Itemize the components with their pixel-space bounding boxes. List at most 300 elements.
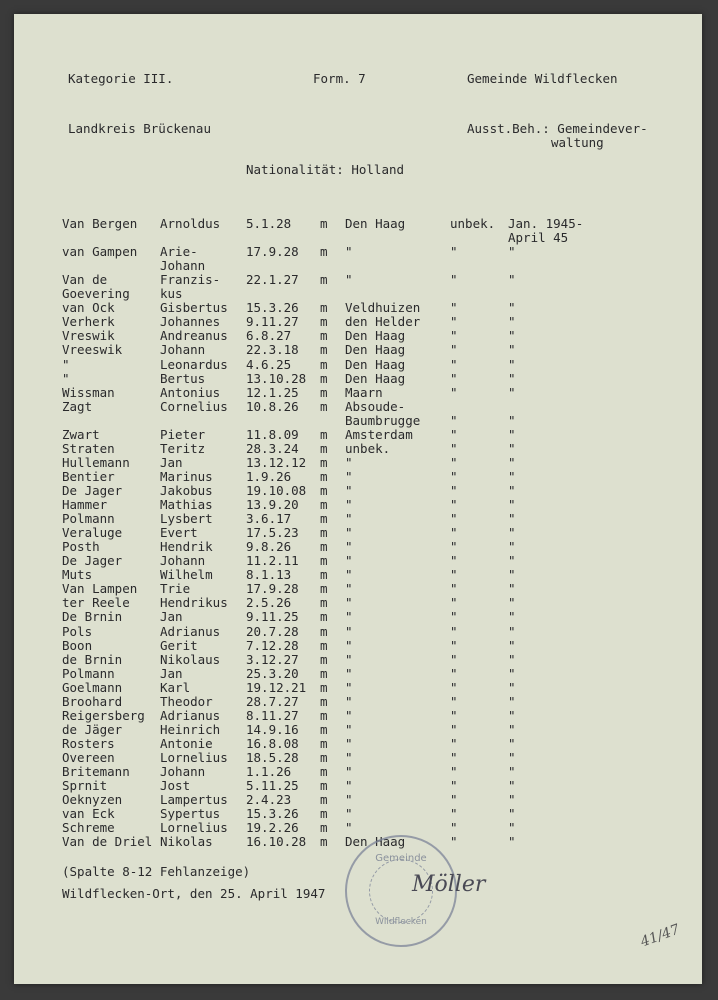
cell-vorname: Andreanus bbox=[160, 328, 228, 344]
cell-ort: Den Haag bbox=[345, 216, 406, 231]
cell-sex: m bbox=[320, 820, 328, 836]
cell-vorname: Mathias bbox=[160, 497, 213, 512]
cell-datum: 25.3.20 bbox=[246, 665, 299, 681]
cell-name: Pols bbox=[62, 623, 93, 639]
cell-zeit: April 45 bbox=[508, 230, 569, 246]
cell-vorname: Karl bbox=[160, 679, 191, 695]
cell-sex: m bbox=[320, 834, 328, 850]
cell-vorname: Trie bbox=[160, 581, 191, 597]
cell-extra: " bbox=[450, 384, 458, 400]
cell-extra: " bbox=[450, 272, 458, 288]
landkreis-label: Landkreis Brückenau bbox=[68, 121, 211, 136]
cell-datum: 20.7.28 bbox=[246, 623, 299, 639]
cell-zeit: " bbox=[508, 651, 516, 667]
cell-zeit: " bbox=[508, 707, 516, 723]
cell-extra: " bbox=[450, 609, 458, 625]
cell-ort: Amsterdam bbox=[345, 426, 413, 442]
cell-ort: Den Haag bbox=[345, 356, 406, 372]
cell-name: Hammer bbox=[62, 497, 108, 512]
cell-name: Goevering bbox=[62, 286, 130, 302]
cell-datum: 15.3.26 bbox=[246, 300, 299, 316]
cell-datum: 11.2.11 bbox=[246, 553, 299, 569]
cell-zeit: " bbox=[508, 497, 516, 512]
cell-datum: 28.3.24 bbox=[246, 440, 299, 456]
cell-datum: 28.7.27 bbox=[246, 693, 299, 709]
cell-name: Reigersberg bbox=[62, 707, 145, 723]
cell-datum: 9.8.26 bbox=[246, 539, 292, 555]
cell-ort: " bbox=[345, 567, 353, 583]
cell-extra: " bbox=[450, 497, 458, 512]
cell-zeit: " bbox=[508, 356, 516, 372]
cell-extra: " bbox=[450, 665, 458, 681]
signature: Möller bbox=[412, 872, 486, 897]
cell-ort: unbek. bbox=[345, 440, 391, 456]
form-label: Form. 7 bbox=[313, 71, 366, 86]
cell-datum: 18.5.28 bbox=[246, 749, 299, 765]
cell-sex: m bbox=[320, 764, 328, 779]
cell-name: Rosters bbox=[62, 735, 115, 751]
cell-extra: " bbox=[450, 370, 458, 386]
cell-vorname: Arie- bbox=[160, 244, 198, 260]
cell-vorname: Pieter bbox=[160, 426, 206, 442]
cell-extra: " bbox=[450, 314, 458, 330]
cell-zeit: " bbox=[508, 370, 516, 386]
cell-name: Polmann bbox=[62, 665, 115, 681]
cell-extra: " bbox=[450, 553, 458, 569]
cell-datum: 7.12.28 bbox=[246, 637, 299, 653]
cell-name: Van Bergen bbox=[62, 216, 138, 231]
cell-name: De Jager bbox=[62, 553, 123, 569]
cell-datum: 3.12.27 bbox=[246, 651, 299, 667]
cell-sex: m bbox=[320, 370, 328, 386]
cell-vorname: Jakobus bbox=[160, 482, 213, 498]
cell-extra: " bbox=[450, 468, 458, 484]
cell-zeit: " bbox=[508, 637, 516, 653]
cell-datum: 16.8.08 bbox=[246, 735, 299, 751]
cell-ort: den Helder bbox=[345, 314, 421, 330]
cell-extra: " bbox=[450, 749, 458, 765]
cell-sex: m bbox=[320, 497, 328, 512]
cell-name: Hullemann bbox=[62, 454, 130, 470]
cell-ort: " bbox=[345, 651, 353, 667]
cell-name: Schreme bbox=[62, 820, 115, 836]
cell-sex: m bbox=[320, 440, 328, 456]
cell-datum: 19.12.21 bbox=[246, 679, 307, 695]
cell-datum: 11.8.09 bbox=[246, 426, 299, 442]
cell-ort: " bbox=[345, 244, 353, 260]
cell-datum: 22.1.27 bbox=[246, 272, 299, 288]
cell-extra: " bbox=[450, 595, 458, 611]
cell-extra: " bbox=[450, 328, 458, 344]
cell-datum: 5.1.28 bbox=[246, 216, 292, 231]
cell-vorname: Evert bbox=[160, 525, 198, 541]
cell-name: Verherk bbox=[62, 314, 115, 330]
cell-sex: m bbox=[320, 454, 328, 470]
cell-extra: " bbox=[450, 244, 458, 260]
cell-vorname: Jan bbox=[160, 454, 183, 470]
cell-zeit: " bbox=[508, 693, 516, 709]
cell-name: de Jäger bbox=[62, 721, 123, 737]
cell-ort: " bbox=[345, 539, 353, 555]
cell-extra: " bbox=[450, 511, 458, 526]
cell-extra: " bbox=[450, 834, 458, 850]
cell-ort: Den Haag bbox=[345, 342, 406, 358]
cell-zeit: " bbox=[508, 272, 516, 288]
cell-zeit: " bbox=[508, 300, 516, 316]
cell-vorname: Johann bbox=[160, 553, 206, 569]
cell-vorname: Gerit bbox=[160, 637, 198, 653]
cell-extra: " bbox=[450, 342, 458, 358]
cell-extra: " bbox=[450, 679, 458, 695]
cell-zeit: Jan. 1945- bbox=[508, 216, 584, 231]
cell-ort: Den Haag bbox=[345, 834, 406, 850]
footer-place-date: Wildflecken-Ort, den 25. April 1947 bbox=[62, 886, 326, 901]
cell-datum: 5.11.25 bbox=[246, 778, 299, 793]
cell-sex: m bbox=[320, 328, 328, 344]
cell-ort: " bbox=[345, 778, 353, 793]
cell-name: Vreswik bbox=[62, 328, 115, 344]
cell-sex: m bbox=[320, 468, 328, 484]
cell-sex: m bbox=[320, 244, 328, 260]
cell-sex: m bbox=[320, 581, 328, 597]
cell-extra: " bbox=[450, 356, 458, 372]
cell-zeit: " bbox=[508, 553, 516, 569]
cell-ort: " bbox=[345, 497, 353, 512]
cell-vorname: Nikolaus bbox=[160, 651, 221, 667]
cell-name: De Jager bbox=[62, 482, 123, 498]
cell-vorname: Johann bbox=[160, 764, 206, 779]
ausst-beh-continued: waltung bbox=[551, 135, 604, 150]
cell-extra: " bbox=[450, 300, 458, 316]
cell-ort: Maarn bbox=[345, 384, 383, 400]
cell-datum: 17.5.23 bbox=[246, 525, 299, 541]
cell-zeit: " bbox=[508, 525, 516, 541]
cell-name: Straten bbox=[62, 440, 115, 456]
cell-name: Posth bbox=[62, 539, 100, 555]
cell-zeit: " bbox=[508, 412, 516, 428]
cell-sex: m bbox=[320, 482, 328, 498]
cell-name: Muts bbox=[62, 567, 93, 583]
cell-extra: " bbox=[450, 581, 458, 597]
cell-zeit: " bbox=[508, 679, 516, 695]
cell-extra: " bbox=[450, 651, 458, 667]
cell-zeit: " bbox=[508, 314, 516, 330]
cell-extra: " bbox=[450, 764, 458, 779]
cell-ort: " bbox=[345, 792, 353, 808]
cell-name: Boon bbox=[62, 637, 93, 653]
cell-vorname: Johann bbox=[160, 342, 206, 358]
cell-ort: " bbox=[345, 693, 353, 709]
cell-datum: 1.9.26 bbox=[246, 468, 292, 484]
cell-vorname: Bertus bbox=[160, 370, 206, 386]
cell-sex: m bbox=[320, 342, 328, 358]
cell-name: Van de Driel bbox=[62, 834, 153, 850]
cell-ort: " bbox=[345, 806, 353, 822]
cell-ort: " bbox=[345, 735, 353, 751]
cell-ort: " bbox=[345, 721, 353, 737]
cell-vorname: Hendrik bbox=[160, 539, 213, 555]
cell-extra: unbek. bbox=[450, 216, 496, 231]
cell-datum: 6.8.27 bbox=[246, 328, 292, 344]
cell-zeit: " bbox=[508, 595, 516, 611]
cell-ort: " bbox=[345, 707, 353, 723]
cell-datum: 9.11.27 bbox=[246, 314, 299, 330]
cell-extra: " bbox=[450, 440, 458, 456]
cell-sex: m bbox=[320, 384, 328, 400]
cell-datum: 13.10.28 bbox=[246, 370, 307, 386]
cell-vorname: Gisbertus bbox=[160, 300, 228, 316]
cell-datum: 12.1.25 bbox=[246, 384, 299, 400]
cell-sex: m bbox=[320, 272, 328, 288]
cell-name: Oeknyzen bbox=[62, 792, 123, 808]
cell-datum: 14.9.16 bbox=[246, 721, 299, 737]
cell-extra: " bbox=[450, 792, 458, 808]
cell-datum: 1.1.26 bbox=[246, 764, 292, 779]
cell-datum: 19.2.26 bbox=[246, 820, 299, 836]
cell-name: Britemann bbox=[62, 764, 130, 779]
seal-text-top: Gemeinde bbox=[375, 853, 427, 864]
cell-zeit: " bbox=[508, 581, 516, 597]
cell-extra: " bbox=[450, 721, 458, 737]
cell-sex: m bbox=[320, 665, 328, 681]
cell-vorname: Antonius bbox=[160, 384, 221, 400]
cell-ort: " bbox=[345, 820, 353, 836]
cell-datum: 2.4.23 bbox=[246, 792, 292, 808]
cell-datum: 10.8.26 bbox=[246, 398, 299, 414]
cell-extra: " bbox=[450, 707, 458, 723]
cell-zeit: " bbox=[508, 384, 516, 400]
cell-zeit: " bbox=[508, 792, 516, 808]
cell-extra: " bbox=[450, 806, 458, 822]
cell-datum: 9.11.25 bbox=[246, 609, 299, 625]
cell-sex: m bbox=[320, 792, 328, 808]
cell-name: Zwart bbox=[62, 426, 100, 442]
cell-name: " bbox=[62, 356, 70, 372]
cell-vorname: Hendrikus bbox=[160, 595, 228, 611]
cell-sex: m bbox=[320, 398, 328, 414]
cell-ort: " bbox=[345, 595, 353, 611]
cell-sex: m bbox=[320, 609, 328, 625]
cell-vorname: Arnoldus bbox=[160, 216, 221, 231]
cell-name: Zagt bbox=[62, 398, 93, 414]
cell-zeit: " bbox=[508, 567, 516, 583]
cell-name: ter Reele bbox=[62, 595, 130, 611]
cell-zeit: " bbox=[508, 539, 516, 555]
cell-extra: " bbox=[450, 525, 458, 541]
cell-ort: " bbox=[345, 468, 353, 484]
cell-zeit: " bbox=[508, 440, 516, 456]
cell-ort: " bbox=[345, 581, 353, 597]
cell-vorname: Wilhelm bbox=[160, 567, 213, 583]
cell-ort: " bbox=[345, 679, 353, 695]
cell-ort: " bbox=[345, 749, 353, 765]
cell-vorname: Adrianus bbox=[160, 623, 221, 639]
cell-zeit: " bbox=[508, 609, 516, 625]
cell-name: Van de bbox=[62, 272, 108, 288]
cell-ort: Baumbrugge bbox=[345, 412, 421, 428]
cell-extra: " bbox=[450, 693, 458, 709]
cell-vorname: Lornelius bbox=[160, 749, 228, 765]
cell-ort: " bbox=[345, 665, 353, 681]
cell-extra: " bbox=[450, 454, 458, 470]
cell-name: Polmann bbox=[62, 511, 115, 526]
cell-sex: m bbox=[320, 679, 328, 695]
cell-datum: 2.5.26 bbox=[246, 595, 292, 611]
cell-ort: " bbox=[345, 623, 353, 639]
cell-sex: m bbox=[320, 300, 328, 316]
gemeinde-label: Gemeinde Wildflecken bbox=[467, 71, 618, 86]
cell-sex: m bbox=[320, 637, 328, 653]
cell-name: Vreeswik bbox=[62, 342, 123, 358]
cell-datum: 8.1.13 bbox=[246, 567, 292, 583]
cell-vorname: Jan bbox=[160, 665, 183, 681]
seal-text-bottom: Wildflecken bbox=[375, 917, 427, 927]
cell-zeit: " bbox=[508, 511, 516, 526]
cell-ort: " bbox=[345, 511, 353, 526]
cell-vorname: Lornelius bbox=[160, 820, 228, 836]
cell-zeit: " bbox=[508, 834, 516, 850]
cell-extra: " bbox=[450, 567, 458, 583]
cell-zeit: " bbox=[508, 328, 516, 344]
cell-extra: " bbox=[450, 539, 458, 555]
cell-vorname: Lysbert bbox=[160, 511, 213, 526]
cell-ort: " bbox=[345, 553, 353, 569]
cell-zeit: " bbox=[508, 806, 516, 822]
cell-name: Veraluge bbox=[62, 525, 123, 541]
cell-zeit: " bbox=[508, 778, 516, 793]
cell-zeit: " bbox=[508, 665, 516, 681]
kategorie-label: Kategorie III. bbox=[68, 71, 174, 86]
cell-vorname: Jan bbox=[160, 609, 183, 625]
cell-extra: " bbox=[450, 412, 458, 428]
cell-sex: m bbox=[320, 623, 328, 639]
cell-datum: 16.10.28 bbox=[246, 834, 307, 850]
cell-datum: 13.12.12 bbox=[246, 454, 307, 470]
footer-note: (Spalte 8-12 Fehlanzeige) bbox=[62, 864, 251, 879]
cell-sex: m bbox=[320, 314, 328, 330]
cell-sex: m bbox=[320, 651, 328, 667]
cell-datum: 13.9.20 bbox=[246, 497, 299, 512]
cell-name: van Gampen bbox=[62, 244, 138, 260]
cell-zeit: " bbox=[508, 721, 516, 737]
ausst-beh-label: Ausst.Beh.: Gemeindever- bbox=[467, 121, 648, 136]
cell-sex: m bbox=[320, 216, 328, 231]
cell-sex: m bbox=[320, 553, 328, 569]
cell-zeit: " bbox=[508, 735, 516, 751]
cell-extra: " bbox=[450, 482, 458, 498]
cell-vorname: Johannes bbox=[160, 314, 221, 330]
cell-vorname: Adrianus bbox=[160, 707, 221, 723]
cell-zeit: " bbox=[508, 426, 516, 442]
cell-sex: m bbox=[320, 806, 328, 822]
cell-zeit: " bbox=[508, 820, 516, 836]
cell-datum: 3.6.17 bbox=[246, 511, 292, 526]
cell-sex: m bbox=[320, 511, 328, 526]
cell-vorname: Leonardus bbox=[160, 356, 228, 372]
cell-ort: Den Haag bbox=[345, 370, 406, 386]
cell-zeit: " bbox=[508, 342, 516, 358]
cell-datum: 4.6.25 bbox=[246, 356, 292, 372]
cell-zeit: " bbox=[508, 244, 516, 260]
cell-ort: Den Haag bbox=[345, 328, 406, 344]
cell-sex: m bbox=[320, 707, 328, 723]
cell-ort: " bbox=[345, 609, 353, 625]
cell-name: Sprnit bbox=[62, 778, 108, 793]
cell-ort: " bbox=[345, 764, 353, 779]
cell-zeit: " bbox=[508, 623, 516, 639]
cell-name: van Ock bbox=[62, 300, 115, 316]
cell-ort: " bbox=[345, 454, 353, 470]
nationalitaet-label: Nationalität: Holland bbox=[246, 162, 405, 177]
cell-datum: 15.3.26 bbox=[246, 806, 299, 822]
cell-ort: " bbox=[345, 272, 353, 288]
cell-zeit: " bbox=[508, 482, 516, 498]
cell-vorname: Johann bbox=[160, 258, 206, 274]
cell-datum: 22.3.18 bbox=[246, 342, 299, 358]
cell-zeit: " bbox=[508, 764, 516, 779]
cell-vorname: Jost bbox=[160, 778, 191, 793]
cell-datum: 17.9.28 bbox=[246, 581, 299, 597]
cell-extra: " bbox=[450, 623, 458, 639]
cell-ort: " bbox=[345, 525, 353, 541]
cell-name: Bentier bbox=[62, 468, 115, 484]
cell-vorname: Cornelius bbox=[160, 398, 228, 414]
cell-sex: m bbox=[320, 749, 328, 765]
cell-ort: " bbox=[345, 637, 353, 653]
cell-vorname: Sypertus bbox=[160, 806, 221, 822]
cell-sex: m bbox=[320, 356, 328, 372]
cell-sex: m bbox=[320, 778, 328, 793]
cell-ort: " bbox=[345, 482, 353, 498]
cell-name: Goelmann bbox=[62, 679, 123, 695]
cell-vorname: kus bbox=[160, 286, 183, 302]
cell-name: Van Lampen bbox=[62, 581, 138, 597]
cell-vorname: Marinus bbox=[160, 468, 213, 484]
cell-extra: " bbox=[450, 637, 458, 653]
cell-datum: 17.9.28 bbox=[246, 244, 299, 260]
cell-name: " bbox=[62, 370, 70, 386]
cell-vorname: Teritz bbox=[160, 440, 206, 456]
cell-zeit: " bbox=[508, 749, 516, 765]
cell-vorname: Theodor bbox=[160, 693, 213, 709]
cell-ort: Absoude- bbox=[345, 398, 406, 414]
cell-sex: m bbox=[320, 735, 328, 751]
cell-sex: m bbox=[320, 693, 328, 709]
cell-name: De Brnin bbox=[62, 609, 123, 625]
page-number: 41/47 bbox=[638, 921, 682, 951]
cell-vorname: Lampertus bbox=[160, 792, 228, 808]
cell-extra: " bbox=[450, 820, 458, 836]
cell-name: Overeen bbox=[62, 749, 115, 765]
cell-name: Broohard bbox=[62, 693, 123, 709]
cell-sex: m bbox=[320, 426, 328, 442]
cell-sex: m bbox=[320, 525, 328, 541]
cell-sex: m bbox=[320, 539, 328, 555]
cell-name: Wissman bbox=[62, 384, 115, 400]
cell-extra: " bbox=[450, 778, 458, 793]
cell-name: van Eck bbox=[62, 806, 115, 822]
cell-zeit: " bbox=[508, 454, 516, 470]
cell-sex: m bbox=[320, 595, 328, 611]
cell-sex: m bbox=[320, 567, 328, 583]
cell-vorname: Antonie bbox=[160, 735, 213, 751]
cell-datum: 19.10.08 bbox=[246, 482, 307, 498]
cell-ort: Veldhuizen bbox=[345, 300, 421, 316]
cell-vorname: Heinrich bbox=[160, 721, 221, 737]
cell-datum: 8.11.27 bbox=[246, 707, 299, 723]
cell-name: de Brnin bbox=[62, 651, 123, 667]
cell-vorname: Franzis- bbox=[160, 272, 221, 288]
